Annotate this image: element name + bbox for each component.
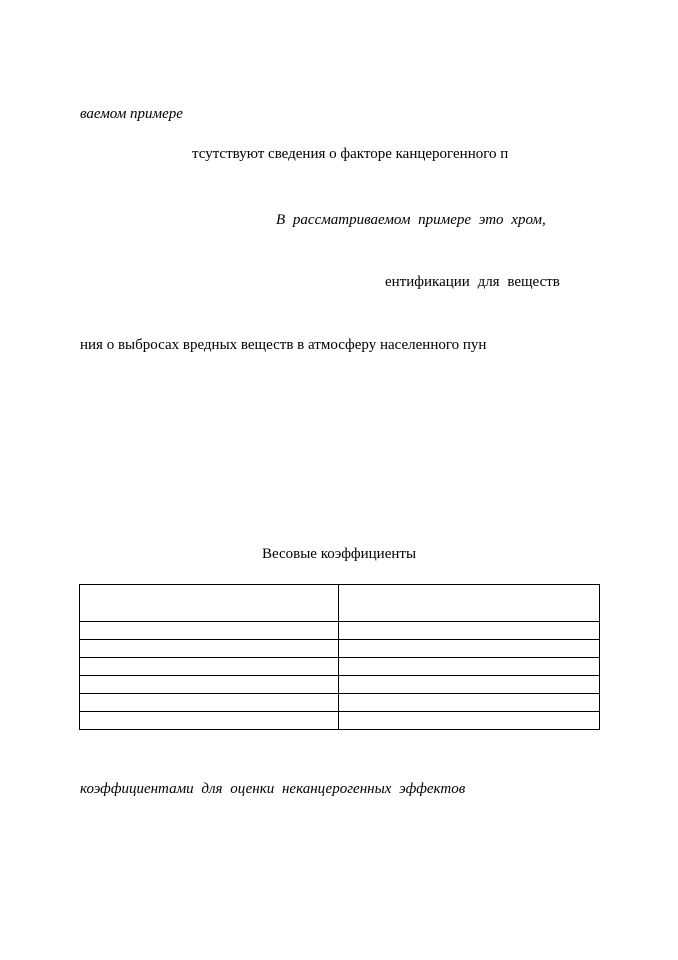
table-cell: [339, 640, 600, 658]
table-row: [80, 658, 600, 676]
table-cell: [80, 712, 339, 730]
table-cell: [339, 676, 600, 694]
text-line-chromium-example: В рассматриваемом примере это хром,: [276, 212, 546, 228]
table-cell: [339, 658, 600, 676]
table-row: [80, 712, 600, 730]
text-line-italic-example: ваемом примере: [80, 106, 183, 122]
text-line-identification: ентификации для веществ: [385, 274, 560, 290]
table-cell: [339, 712, 600, 730]
table-header-row: [80, 585, 600, 622]
table-cell: [80, 622, 339, 640]
table-row: [80, 694, 600, 712]
weights-table: [79, 584, 600, 730]
table-header-cell: [80, 585, 339, 622]
table-row: [80, 622, 600, 640]
text-line-non-carcinogenic: коэффициентами для оценки неканцерогенных эффектов: [80, 781, 466, 797]
table-caption: Весовые коэффициенты: [261, 546, 417, 562]
text-line-emissions: ния о выбросах вредных веществ в атмосферу населенного пун: [80, 337, 487, 353]
table-cell: [80, 676, 339, 694]
text-line-carcinogenic-factor: тсутствуют сведения о факторе канцерогенного п: [192, 146, 509, 162]
table-cell: [339, 694, 600, 712]
table-header-cell: [339, 585, 600, 622]
table-cell: [80, 694, 339, 712]
table-cell: [339, 622, 600, 640]
table-row: [80, 640, 600, 658]
table-row: [80, 676, 600, 694]
table-cell: [80, 640, 339, 658]
table-cell: [80, 658, 339, 676]
